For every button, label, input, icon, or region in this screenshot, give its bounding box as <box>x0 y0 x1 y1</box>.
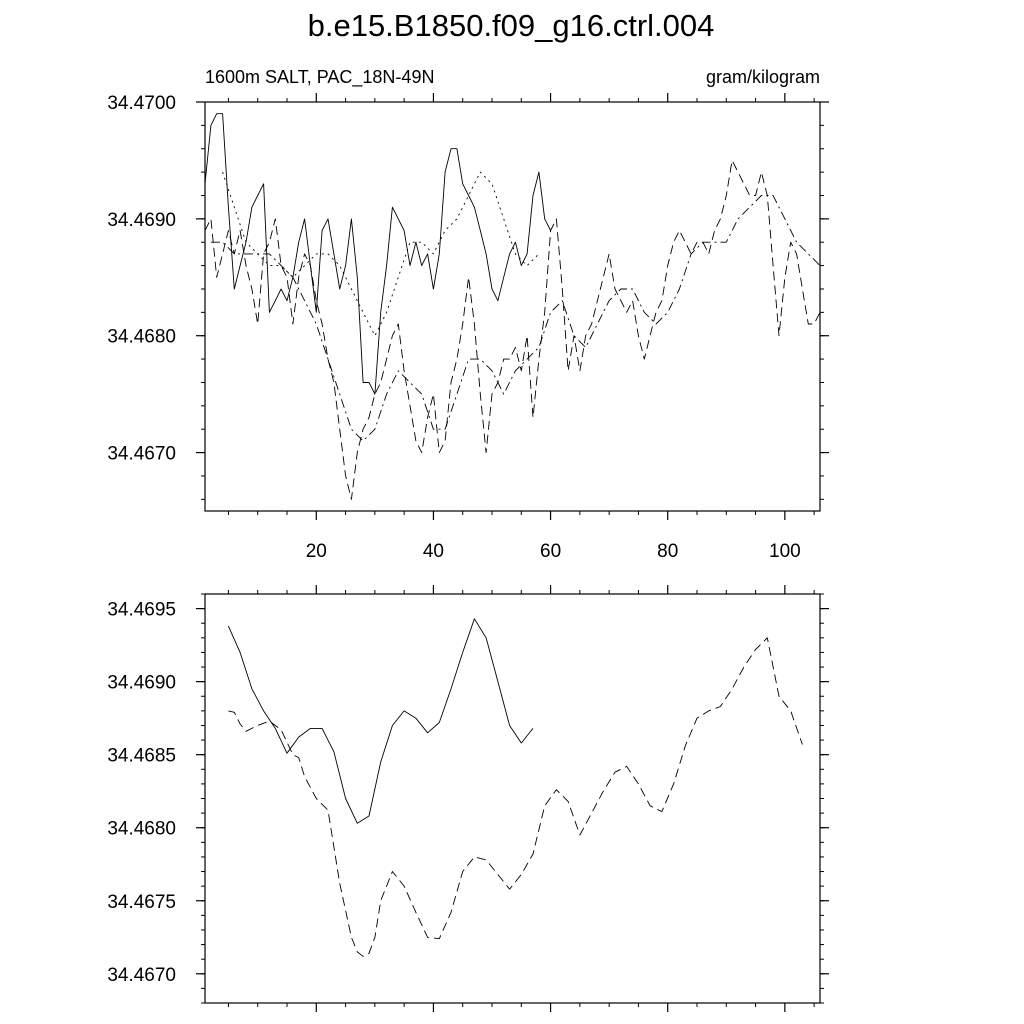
top-left-label: 1600m SALT, PAC_18N-49N <box>205 67 435 87</box>
bottom-y-tick-label: 34.4695 <box>107 599 176 621</box>
top-y-tick-label: 34.4700 <box>107 93 176 114</box>
bottom-y-tick-labels <box>107 600 176 986</box>
top-series-dashed-line <box>205 160 820 499</box>
bottom-series-dashed-line <box>228 638 802 957</box>
bottom-y-tick-label: 34.4670 <box>107 964 176 986</box>
top-right-label: gram/kilogram <box>705 67 820 87</box>
top-y-tick-labels <box>107 93 176 465</box>
top-series-solid-line <box>205 114 551 394</box>
chart-title: b.e15.B1850.f09_g16.ctrl.004 <box>307 8 715 43</box>
bottom-series-solid-line <box>228 619 533 824</box>
top-tick-group <box>196 93 829 520</box>
top-y-tick-label: 34.4680 <box>107 326 176 348</box>
top-x-tick-label: 100 <box>769 541 801 562</box>
top-x-tick-label: 20 <box>305 541 327 562</box>
top-x-tick-label: 80 <box>657 541 679 562</box>
top-series-dashdot-line <box>211 196 820 441</box>
bottom-salinity-panel <box>107 585 829 1012</box>
bottom-tick-group <box>196 585 829 1012</box>
bottom-plot-frame <box>205 594 820 1003</box>
top-plot-frame <box>205 102 820 511</box>
bottom-y-tick-label: 34.4690 <box>107 672 176 694</box>
bottom-y-tick-label: 34.4680 <box>107 818 176 840</box>
top-y-tick-label: 34.4690 <box>107 209 176 231</box>
bottom-series-group <box>228 619 802 957</box>
top-y-tick-label: 34.4670 <box>107 443 176 465</box>
top-series-group <box>205 114 820 500</box>
bottom-y-tick-label: 34.4675 <box>107 891 176 913</box>
top-x-tick-label: 40 <box>422 541 444 562</box>
top-salinity-panel <box>107 67 829 562</box>
top-x-tick-labels <box>306 541 801 562</box>
top-x-tick-label: 60 <box>540 541 562 562</box>
bottom-y-tick-label: 34.4685 <box>107 745 176 767</box>
